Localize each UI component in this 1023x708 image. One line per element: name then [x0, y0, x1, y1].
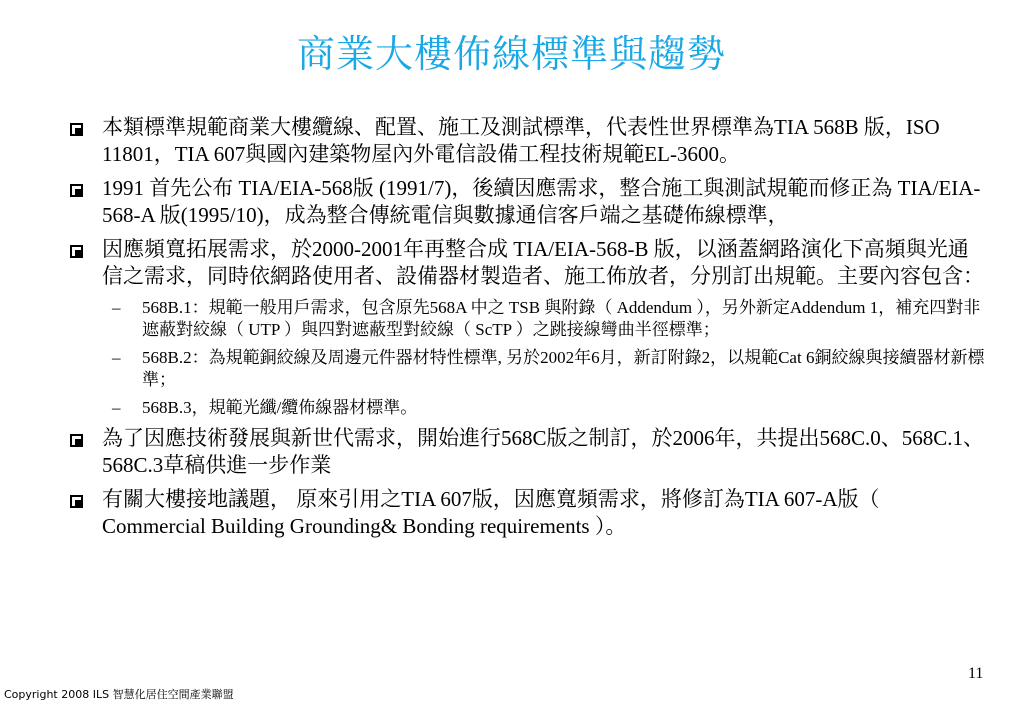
square-bullet-icon	[70, 184, 83, 197]
bullet-item	[66, 236, 986, 290]
square-bullet-icon	[70, 495, 83, 508]
square-bullet-icon	[70, 245, 83, 258]
sub-item-text: 568B.3，規範光纖/纜佈線器材標準。	[142, 398, 418, 417]
dash-bullet-icon: –	[112, 348, 121, 367]
sub-item	[66, 347, 986, 391]
sub-item	[66, 297, 986, 341]
bullet-text: 為了因應技術發展與新世代需求，開始進行568C版之制訂，於2006年，共提出568C.0、568C.1、568C.3草稿供進一步作業	[102, 426, 985, 477]
sub-item	[66, 397, 986, 419]
dash-bullet-icon: –	[112, 398, 121, 417]
bullet-item	[66, 486, 986, 540]
sub-item-text: 568B.2：為規範銅絞線及周邊元件器材特性標準, 另於2002年6月，新訂附錄2，以規範Cat 6銅絞線與接續器材新標準；	[142, 348, 985, 389]
sub-item-text: 568B.1：規範一般用戶需求，包含原先568A 中之 TSB 與附錄（ Addendum ），另外新定Addendum 1，補充四對非遮蔽對絞線（ UTP ）與四對遮蔽型對絞線（ ScTP ）之跳接線彎曲半徑標準；	[142, 298, 981, 339]
copyright-footer: Copyright 2008 ILS 智慧化居住空間產業聯盟	[4, 688, 234, 701]
slide-body	[66, 114, 986, 547]
square-bullet-icon	[70, 434, 83, 447]
bullet-text: 有關大樓接地議題， 原來引用之TIA 607版，因應寬頻需求，將修訂為TIA 607-A版（ Commercial Building Grounding& Bonding requirements ）。	[102, 487, 880, 538]
bullet-text: 因應頻寬拓展需求，於2000-2001年再整合成 TIA/EIA-568-B 版，以涵蓋網路演化下高頻與光通信之需求，同時依網路使用者、設備器材製造者、施工佈放者，分別訂出規範。主要內容包含：	[102, 237, 984, 288]
bullet-item	[66, 114, 986, 168]
dash-bullet-icon: –	[112, 298, 121, 317]
square-bullet-icon	[70, 123, 83, 136]
bullet-item	[66, 175, 986, 229]
bullet-text: 本類標準規範商業大樓纜線、配置、施工及測試標準，代表性世界標準為TIA 568B 版，ISO 11801，TIA 607與國內建築物屋內外電信設備工程技術規範EL-3600。	[102, 115, 940, 166]
bullet-text: 1991 首先公布 TIA/EIA-568版 (1991/7)，後續因應需求，整合施工與測試規範而修正為 TIA/EIA-568-A 版(1995/10)，成為整合傳統電信與數據通信客戶端之基礎佈線標準，	[102, 176, 981, 227]
slide-title: 商業大樓佈線標準與趨勢	[296, 32, 726, 76]
bullet-item	[66, 425, 986, 479]
page-number: 11	[968, 665, 984, 682]
